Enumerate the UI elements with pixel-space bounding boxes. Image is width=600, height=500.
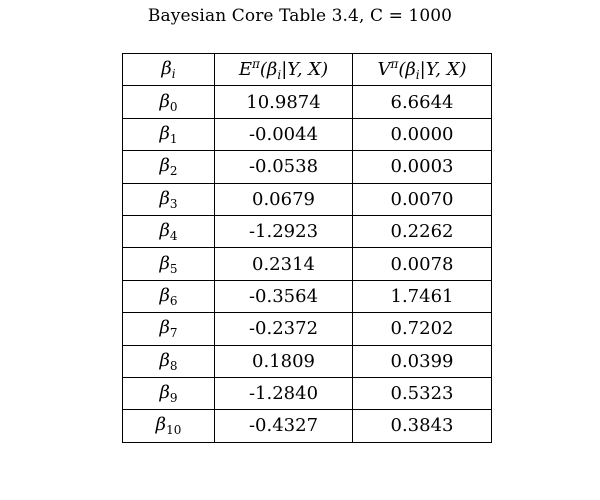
table-row [123,118,492,150]
header-posterior-variance: $V^\pi(\beta_i|Y$, X) [353,54,492,86]
table-row [123,280,492,312]
header-beta: $\beta_i$ [123,54,215,86]
posterior-mean-cell: -0.2372 [215,313,353,345]
table-row [123,313,492,345]
posterior-variance-cell: 0.7202 [353,313,492,345]
table-caption: Bayesian Core Table 3.4, C = 1000 [147,6,453,26]
posterior-variance-cell: 0.0078 [353,248,492,280]
beta-label-cell: $\beta_1$ [123,118,215,150]
table-row [123,248,492,280]
beta-label-cell: $\beta_6$ [123,280,215,312]
posterior-variance-cell: 1.7461 [353,280,492,312]
table-header-row [123,54,492,86]
beta-label-cell: $\beta_3$ [123,183,215,215]
beta-label-cell: $\beta_2$ [123,151,215,183]
beta-label-cell: $\beta_8$ [123,345,215,377]
posterior-mean-cell: -1.2923 [215,215,353,247]
table-row [123,410,492,442]
table-row [123,377,492,409]
posterior-mean-cell: -0.4327 [215,410,353,442]
posterior-mean-cell: -0.0538 [215,151,353,183]
beta-label-cell: $\beta_0$ [123,86,215,118]
beta-label-cell: $\beta_4$ [123,215,215,247]
table-row [123,86,492,118]
posterior-variance-cell: 0.0399 [353,345,492,377]
posterior-variance-cell: 6.6644 [353,86,492,118]
posterior-variance-cell: 0.5323 [353,377,492,409]
posterior-mean-cell: 10.9874 [215,86,353,118]
posterior-variance-cell: 0.0070 [353,183,492,215]
table-row [123,183,492,215]
beta-label-cell: $\beta_{10}$ [123,410,215,442]
table-row [123,345,492,377]
beta-label-cell: $\beta_5$ [123,248,215,280]
posterior-mean-cell: -0.0044 [215,118,353,150]
table-row [123,215,492,247]
posterior-variance-cell: 0.0003 [353,151,492,183]
posterior-mean-cell: -0.3564 [215,280,353,312]
posterior-variance-cell: 0.3843 [353,410,492,442]
beta-label-cell: $\beta_7$ [123,313,215,345]
posterior-variance-cell: 0.2262 [353,215,492,247]
beta-label-cell: $\beta_9$ [123,377,215,409]
posterior-mean-cell: 0.2314 [215,248,353,280]
posterior-variance-cell: 0.0000 [353,118,492,150]
coefficient-table [122,53,492,443]
posterior-mean-cell: -1.2840 [215,377,353,409]
header-posterior-mean: $E^\pi(\beta_i|Y$, X) [215,54,353,86]
posterior-mean-cell: 0.0679 [215,183,353,215]
table-row [123,151,492,183]
posterior-mean-cell: 0.1809 [215,345,353,377]
